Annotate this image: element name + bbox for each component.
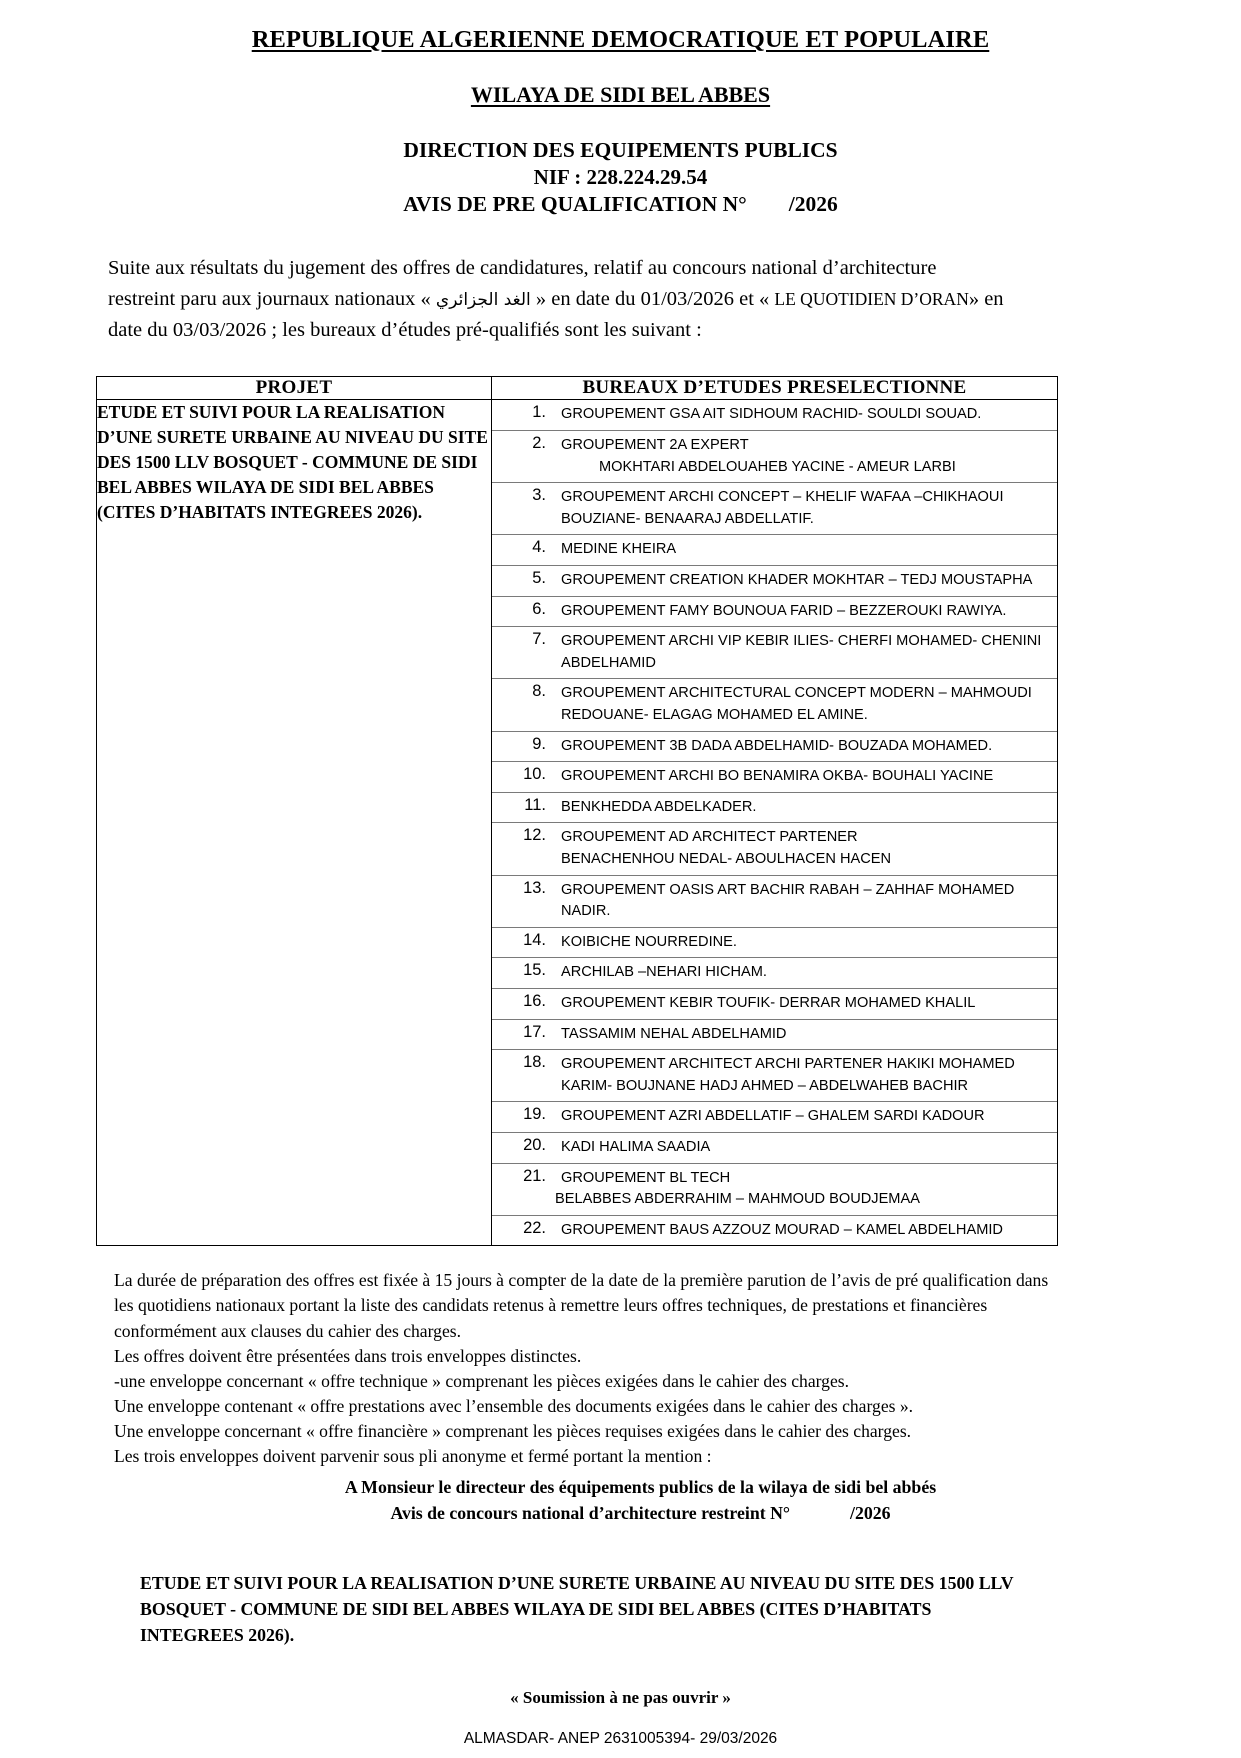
bureau-index: 19. bbox=[492, 1102, 553, 1133]
bureau-name-line2: BOUZIANE- BENAARAJ ABDELLATIF. bbox=[561, 510, 814, 527]
bureau-row bbox=[492, 566, 1057, 597]
condition-anonymous-mention: Les trois enveloppes doivent parvenir sous pli anonyme et fermé portant la mention : bbox=[114, 1446, 712, 1467]
mention-addressee: A Monsieur le directeur des équipements publics de la wilaya de sidi bel abbés bbox=[344, 1476, 937, 1497]
bureau-index: 15. bbox=[492, 958, 553, 989]
bureau-name-line1: GROUPEMENT AZRI ABDELLATIF – GHALEM SARDI KADOUR bbox=[561, 1108, 985, 1125]
bureau-index: 7. bbox=[492, 627, 553, 679]
bureau-name-line1: GROUPEMENT 2A EXPERT bbox=[561, 437, 749, 454]
bureau-name bbox=[553, 1132, 1057, 1163]
bureau-name-line1: GROUPEMENT ARCHI CONCEPT – KHELIF WAFAA –CHIKHAOUI bbox=[561, 489, 1004, 506]
mention-block bbox=[96, 1474, 1145, 1527]
bureau-name-line2: BENACHENHOU NEDAL- ABOULHACEN HACEN bbox=[561, 850, 892, 867]
bureau-row bbox=[492, 731, 1057, 762]
anep-reference: ALMASDAR- ANEP 2631005394- 29/03/2026 bbox=[463, 1730, 778, 1748]
bureau-name bbox=[553, 731, 1057, 762]
header-wilaya-line: WILAYA DE SIDI BEL ABBES bbox=[470, 82, 771, 107]
bureau-name-line1: GROUPEMENT ARCHITECTURAL CONCEPT MODERN – MAHMOUDI bbox=[561, 685, 1032, 702]
bureau-name bbox=[553, 823, 1057, 875]
bureau-name bbox=[553, 596, 1057, 627]
bureau-row bbox=[492, 1163, 1057, 1215]
bureau-name-line1: GROUPEMENT ARCHI BO BENAMIRA OKBA- BOUHALI YACINE bbox=[561, 768, 994, 785]
bureau-name-line1: GROUPEMENT OASIS ART BACHIR RABAH – ZAHHAF MOHAMED bbox=[561, 881, 1015, 898]
bureau-name bbox=[553, 988, 1057, 1019]
bureau-row bbox=[492, 400, 1057, 430]
bureau-row bbox=[492, 988, 1057, 1019]
bureau-row bbox=[492, 958, 1057, 989]
bureau-row bbox=[492, 1132, 1057, 1163]
bureau-row bbox=[492, 1050, 1057, 1102]
bureau-row bbox=[492, 1019, 1057, 1050]
table-header-projet: PROJET bbox=[97, 377, 492, 400]
bureau-row bbox=[492, 596, 1057, 627]
bureau-name-line2: NADIR. bbox=[561, 903, 611, 920]
bureau-index: 8. bbox=[492, 679, 553, 731]
table-header-row bbox=[97, 377, 1058, 400]
bureau-name-line1: GROUPEMENT CREATION KHADER MOKHTAR – TEDJ MOUSTAPHA bbox=[561, 572, 1033, 589]
intro-part3: » en date du 03/03/2026 ; les bureaux d’études pré-qualifiés sont les suivant : bbox=[108, 288, 1004, 342]
bureau-name bbox=[553, 875, 1057, 927]
bureau-name bbox=[553, 627, 1057, 679]
header-nif-line: NIF : 228.224.29.54 bbox=[533, 165, 708, 189]
bureau-name bbox=[553, 566, 1057, 597]
bureau-index: 14. bbox=[492, 927, 553, 958]
bureau-index: 6. bbox=[492, 596, 553, 627]
bureau-index: 5. bbox=[492, 566, 553, 597]
bureau-name-line1: KADI HALIMA SAADIA bbox=[561, 1138, 711, 1155]
bureau-name-line1: BENKHEDDA ABDELKADER. bbox=[561, 798, 757, 815]
projet-description: ETUDE ET SUIVI POUR LA REALISATION D’UNE SURETE URBAINE AU NIVEAU DU SITE DES 1500 LLV BOSQUET - COMMUNE DE SIDI BEL ABBES WILAYA DE SIDI BEL ABBES (CITES D’HABITATS INTEGREES 2026). bbox=[97, 402, 488, 522]
bureau-name bbox=[553, 927, 1057, 958]
bureau-name-line1: GROUPEMENT 3B DADA ABDELHAMID- BOUZADA MOHAMED. bbox=[561, 737, 993, 754]
condition-duration: La durée de préparation des offres est fixée à 15 jours à compter de la date de la première parution de l’avis de pré qualification dans les quotidiens nationaux portant la liste des candidats retenus à remettre leurs offres techniques, de prestations et financières conformément aux clauses du cahier des charges. bbox=[114, 1270, 1049, 1341]
bureau-name-line2: BELABBES ABDERRAHIM – MAHMOUD BOUDJEMAA bbox=[555, 1191, 920, 1208]
bureau-name-line1: GROUPEMENT ARCHI VIP KEBIR ILIES- CHERFI MOHAMED- CHENINI bbox=[561, 633, 1042, 650]
intro-arabic-newspaper: الغد الجزائري bbox=[435, 290, 531, 311]
bureau-name bbox=[553, 431, 1057, 483]
bureau-row bbox=[492, 431, 1057, 483]
bureau-name bbox=[553, 483, 1057, 535]
bureau-name-line1: GROUPEMENT AD ARCHITECT PARTENER bbox=[561, 829, 858, 846]
avis-year: /2026 bbox=[788, 192, 838, 216]
bureau-name-line2: ABDELHAMID bbox=[561, 654, 656, 671]
intro-paragraph bbox=[108, 253, 1008, 346]
bureau-name bbox=[553, 535, 1057, 566]
bureau-index: 3. bbox=[492, 483, 553, 535]
avis-label: AVIS DE PRE QUALIFICATION N° bbox=[403, 192, 747, 216]
bureau-name bbox=[553, 1102, 1057, 1133]
bureau-index: 10. bbox=[492, 762, 553, 793]
bureau-index: 18. bbox=[492, 1050, 553, 1102]
table-body-row bbox=[97, 400, 1058, 1246]
bureau-name-line1: GROUPEMENT ARCHITECT ARCHI PARTENER HAKIKI MOHAMED bbox=[561, 1056, 1015, 1073]
condition-envelopes: Les offres doivent être présentées dans trois enveloppes distinctes. bbox=[114, 1345, 582, 1366]
bureau-name bbox=[553, 792, 1057, 823]
bureau-name bbox=[553, 762, 1057, 793]
bureau-row bbox=[492, 483, 1057, 535]
bureau-index: 11. bbox=[492, 792, 553, 823]
bureau-name-line2: KARIM- BOUJNANE HADJ AHMED – ABDELWAHEB BACHIR bbox=[561, 1077, 969, 1094]
bureau-name bbox=[553, 679, 1057, 731]
bureau-name-line1: TASSAMIM NEHAL ABDELHAMID bbox=[561, 1025, 787, 1042]
bureau-row bbox=[492, 823, 1057, 875]
bureau-name-line1: GROUPEMENT GSA AIT SIDHOUM RACHID- SOULDI SOUAD. bbox=[561, 406, 982, 423]
bureau-name-line2: REDOUANE- ELAGAG MOHAMED EL AMINE. bbox=[561, 707, 868, 723]
bureau-index: 2. bbox=[492, 431, 553, 483]
bureau-name bbox=[553, 1215, 1057, 1245]
header-republic-line: REPUBLIQUE ALGERIENNE DEMOCRATIQUE ET POPULAIRE bbox=[251, 26, 990, 53]
bureau-name bbox=[553, 1019, 1057, 1050]
bureau-row bbox=[492, 627, 1057, 679]
bureau-index: 21. bbox=[492, 1163, 553, 1215]
bureau-row bbox=[492, 762, 1057, 793]
bureau-row bbox=[492, 1102, 1057, 1133]
bureau-index: 4. bbox=[492, 535, 553, 566]
table-header-bureaux: BUREAUX D’ETUDES PRESELECTIONNE bbox=[492, 377, 1058, 400]
mention-avis-label: Avis de concours national d’architecture restreint N° bbox=[390, 1503, 791, 1524]
condition-financial-envelope: Une enveloppe concernant « offre financière » comprenant les pièces requises exigées dans le cahier des charges. bbox=[114, 1421, 912, 1442]
bureau-name-line1: KOIBICHE NOURREDINE. bbox=[561, 933, 737, 950]
mention-avis-year: /2026 bbox=[850, 1503, 891, 1524]
bureau-name-line1: GROUPEMENT KEBIR TOUFIK- DERRAR MOHAMED KHALIL bbox=[561, 994, 976, 1011]
bureau-row bbox=[492, 927, 1057, 958]
bureau-name bbox=[553, 1050, 1057, 1102]
bureaux-list-table bbox=[492, 400, 1057, 1245]
bureau-index: 12. bbox=[492, 823, 553, 875]
bureau-row bbox=[492, 792, 1057, 823]
bureau-index: 9. bbox=[492, 731, 553, 762]
bureau-index: 22. bbox=[492, 1215, 553, 1245]
projet-cell bbox=[97, 400, 492, 1246]
final-project-title: ETUDE ET SUIVI POUR LA REALISATION D’UNE SURETE URBAINE AU NIVEAU DU SITE DES 1500 LLV BOSQUET - COMMUNE DE SIDI BEL ABBES WILAYA DE SIDI BEL ABBES (CITES D’HABITATS INTEGREES 2026). bbox=[140, 1572, 1014, 1645]
bureau-index: 13. bbox=[492, 875, 553, 927]
bureau-index: 16. bbox=[492, 988, 553, 1019]
bureau-name bbox=[553, 400, 1057, 430]
bureau-row bbox=[492, 875, 1057, 927]
bureau-name-line1: ARCHILAB –NEHARI HICHAM. bbox=[561, 964, 767, 981]
intro-newspaper-2: LE QUOTIDIEN D’ORAN bbox=[774, 289, 969, 310]
bureau-name-line1: GROUPEMENT FAMY BOUNOUA FARID – BEZZEROUKI RAWIYA. bbox=[561, 602, 1007, 619]
conditions-block bbox=[114, 1268, 1064, 1469]
bureau-row bbox=[492, 679, 1057, 731]
bureau-name bbox=[553, 1163, 1057, 1215]
bureaux-cell bbox=[492, 400, 1058, 1246]
bureau-name-line1: MEDINE KHEIRA bbox=[561, 541, 677, 558]
bureau-name-line2: MOKHTARI ABDELOUAHEB YACINE - AMEUR LARBI bbox=[599, 458, 956, 475]
bureau-name-line1: GROUPEMENT BL TECH bbox=[561, 1169, 731, 1186]
condition-technical-envelope: -une enveloppe concernant « offre technique » comprenant les pièces exigées dans le cahier des charges. bbox=[114, 1370, 850, 1391]
header-direction-line: DIRECTION DES EQUIPEMENTS PUBLICS bbox=[403, 138, 838, 162]
bureau-name-line1: GROUPEMENT BAUS AZZOUZ MOURAD – KAMEL ABDELHAMID bbox=[561, 1221, 1003, 1238]
intro-part1: Suite aux résultats du jugement des offres de candidatures, relatif au concours national d’architecture restreint paru aux journaux nationaux « bbox=[108, 257, 937, 311]
bureau-row bbox=[492, 535, 1057, 566]
intro-part2: » en date du 01/03/2026 et « bbox=[530, 288, 775, 311]
bureau-name bbox=[553, 958, 1057, 989]
bureau-index: 1. bbox=[492, 400, 553, 430]
condition-prestations-envelope: Une enveloppe contenant « offre prestations avec l’ensemble des documents exigées dans le cahier des charges ». bbox=[114, 1396, 914, 1417]
document-header bbox=[96, 26, 1145, 217]
prequalification-table bbox=[96, 376, 1058, 1246]
mention-avis-line bbox=[136, 1500, 1145, 1527]
bureau-index: 17. bbox=[492, 1019, 553, 1050]
bureau-row bbox=[492, 1215, 1057, 1245]
header-avis-line bbox=[96, 192, 1145, 217]
bureau-index: 20. bbox=[492, 1132, 553, 1163]
soumission-note: « Soumission à ne pas ouvrir » bbox=[510, 1688, 731, 1708]
